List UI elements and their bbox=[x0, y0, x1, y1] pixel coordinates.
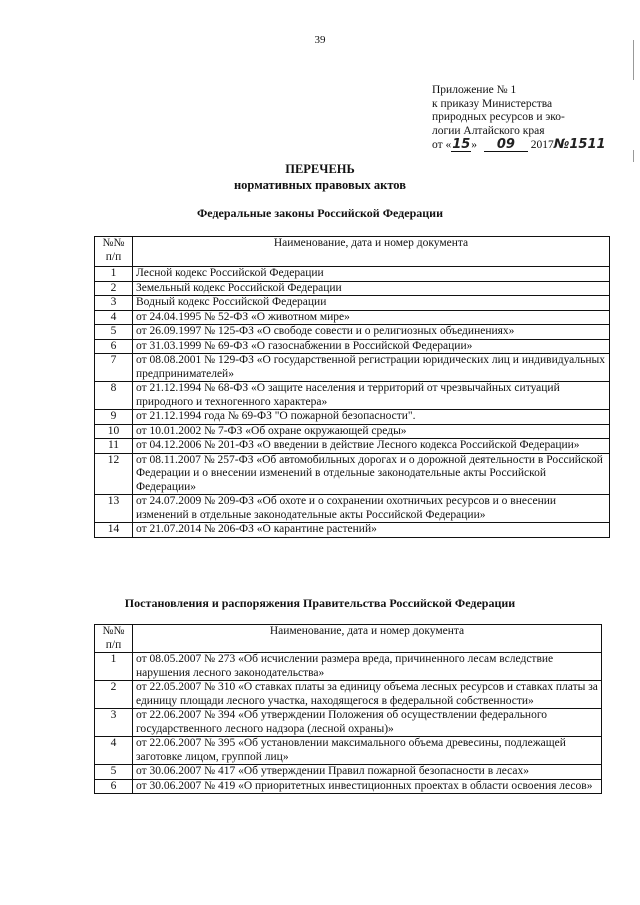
table-row bbox=[95, 439, 610, 454]
appendix-date: от «15» 09 2017№1511 bbox=[432, 137, 606, 152]
column-header-name: Наименование, дата и номер документа bbox=[133, 237, 610, 267]
document-name: от 21.12.1994 № 68-ФЗ «О защите населения и территорий от чрезвычайных ситуаций природного и техногенного характера» bbox=[133, 382, 610, 410]
table-row bbox=[95, 354, 610, 382]
table-row bbox=[95, 653, 602, 681]
table-row bbox=[95, 410, 610, 425]
document-name: от 22.06.2007 № 395 «Об установлении максимального объема древесины, подлежащей заготовке лицом, группой лиц» bbox=[133, 737, 602, 765]
table-header-row bbox=[95, 625, 602, 653]
government-decrees-table bbox=[94, 624, 602, 794]
row-number: 6 bbox=[95, 339, 133, 354]
document-name: от 21.07.2014 № 206-ФЗ «О карантине растений» bbox=[133, 523, 610, 538]
appendix-line: Приложение № 1 bbox=[432, 84, 517, 96]
row-number: 6 bbox=[95, 779, 133, 794]
row-number: 3 bbox=[95, 296, 133, 311]
row-number: 2 bbox=[95, 681, 133, 709]
table-row bbox=[95, 709, 602, 737]
appendix-line: природных ресурсов и эко- bbox=[432, 111, 565, 123]
document-name: Лесной кодекс Российской Федерации bbox=[133, 267, 610, 282]
table-row bbox=[95, 310, 610, 325]
document-name: от 21.12.1994 года № 69-ФЗ "О пожарной безопасности". bbox=[133, 410, 610, 425]
row-number: 14 bbox=[95, 523, 133, 538]
document-name: от 08.05.2007 № 273 «Об исчислении размера вреда, причиненного лесам вследствие нарушения лесного законодательства» bbox=[133, 653, 602, 681]
document-title: ПЕРЕЧЕНЬ bbox=[285, 162, 355, 176]
row-number: 5 bbox=[95, 325, 133, 340]
appendix-line: к приказу Министерства bbox=[432, 97, 553, 110]
row-number: 11 bbox=[95, 439, 133, 454]
table-row bbox=[95, 281, 610, 296]
row-number: 2 bbox=[95, 281, 133, 296]
table-row bbox=[95, 339, 610, 354]
row-number: 1 bbox=[95, 653, 133, 681]
document-name: от 10.01.2002 № 7-ФЗ «Об охране окружающей среды» bbox=[133, 424, 610, 439]
document-name: от 04.12.2006 № 201-ФЗ «О введении в действие Лесного кодекса Российской Федерации» bbox=[133, 439, 610, 454]
federal-laws-table bbox=[94, 236, 610, 538]
document-name: от 31.03.1999 № 69-ФЗ «О газоснабжении в Российской Федерации» bbox=[133, 339, 610, 354]
table-row bbox=[95, 453, 610, 495]
page-number: 39 bbox=[314, 34, 326, 46]
row-number: 1 bbox=[95, 267, 133, 282]
document-name: Водный кодекс Российской Федерации bbox=[133, 296, 610, 311]
appendix-line: логии Алтайского края bbox=[432, 124, 545, 137]
row-number: 5 bbox=[95, 765, 133, 780]
row-number: 13 bbox=[95, 495, 133, 523]
document-subtitle: нормативных правовых актов bbox=[233, 178, 406, 192]
table-row bbox=[95, 765, 602, 780]
table-row bbox=[95, 495, 610, 523]
section-heading-government-decrees: Постановления и распоряжения Правительства Российской Федерации bbox=[124, 596, 516, 610]
table-row bbox=[95, 325, 610, 340]
document-name: от 08.11.2007 № 257-ФЗ «Об автомобильных дорогах и о дорожной деятельности в Российской Федерации и о внесении изменений в отдельные законодательные акты Российской Федерации» bbox=[133, 453, 610, 495]
row-number: 7 bbox=[95, 354, 133, 382]
row-number: 4 bbox=[95, 737, 133, 765]
table-row bbox=[95, 296, 610, 311]
row-number: 3 bbox=[95, 709, 133, 737]
table-row bbox=[95, 382, 610, 410]
document-name: от 30.06.2007 № 419 «О приоритетных инвестиционных проектах в области освоения лесов» bbox=[133, 779, 602, 794]
document-name: от 24.07.2009 № 209-ФЗ «Об охоте и о сохранении охотничьих ресурсов и о внесении изменений в отдельные законодательные акты Российской Федерации» bbox=[133, 495, 610, 523]
scan-edge-mark bbox=[633, 150, 634, 162]
table-header-row bbox=[95, 237, 610, 267]
table-row bbox=[95, 424, 610, 439]
document-name: Земельный кодекс Российской Федерации bbox=[133, 281, 610, 296]
column-header-number: №№ п/п bbox=[95, 237, 133, 267]
column-header-number: №№ п/п bbox=[95, 625, 133, 653]
table-row bbox=[95, 267, 610, 282]
row-number: 8 bbox=[95, 382, 133, 410]
row-number: 10 bbox=[95, 424, 133, 439]
document-name: от 22.06.2007 № 394 «Об утверждении Положения об осуществлении федерального государственного лесного надзора (лесной охраны)» bbox=[133, 709, 602, 737]
row-number: 9 bbox=[95, 410, 133, 425]
scan-edge-mark bbox=[633, 40, 634, 80]
column-header-name: Наименование, дата и номер документа bbox=[133, 625, 602, 653]
table-row bbox=[95, 737, 602, 765]
document-name: от 26.09.1997 № 125-ФЗ «О свободе совести и о религиозных объединениях» bbox=[133, 325, 610, 340]
table-row bbox=[95, 779, 602, 794]
handwritten-number: №1511 bbox=[553, 137, 606, 152]
row-number: 4 bbox=[95, 310, 133, 325]
row-number: 12 bbox=[95, 453, 133, 495]
document-name: от 08.08.2001 № 129-ФЗ «О государственной регистрации юридических лиц и индивидуальных предпринимателей» bbox=[133, 354, 610, 382]
document-name: от 30.06.2007 № 417 «Об утверждении Правил пожарной безопасности в лесах» bbox=[133, 765, 602, 780]
appendix-block bbox=[432, 84, 622, 153]
document-name: от 24.04.1995 № 52-ФЗ «О животном мире» bbox=[133, 310, 610, 325]
handwritten-day: 15 bbox=[452, 137, 471, 152]
section-heading-federal-laws: Федеральные законы Российской Федерации bbox=[197, 206, 443, 220]
table-row bbox=[95, 681, 602, 709]
handwritten-month: 09 bbox=[484, 139, 528, 152]
table-row bbox=[95, 523, 610, 538]
document-name: от 22.05.2007 № 310 «О ставках платы за единицу объема лесных ресурсов и ставках платы за единицу площади лесного участка, находящегося в федеральной собственности» bbox=[133, 681, 602, 709]
